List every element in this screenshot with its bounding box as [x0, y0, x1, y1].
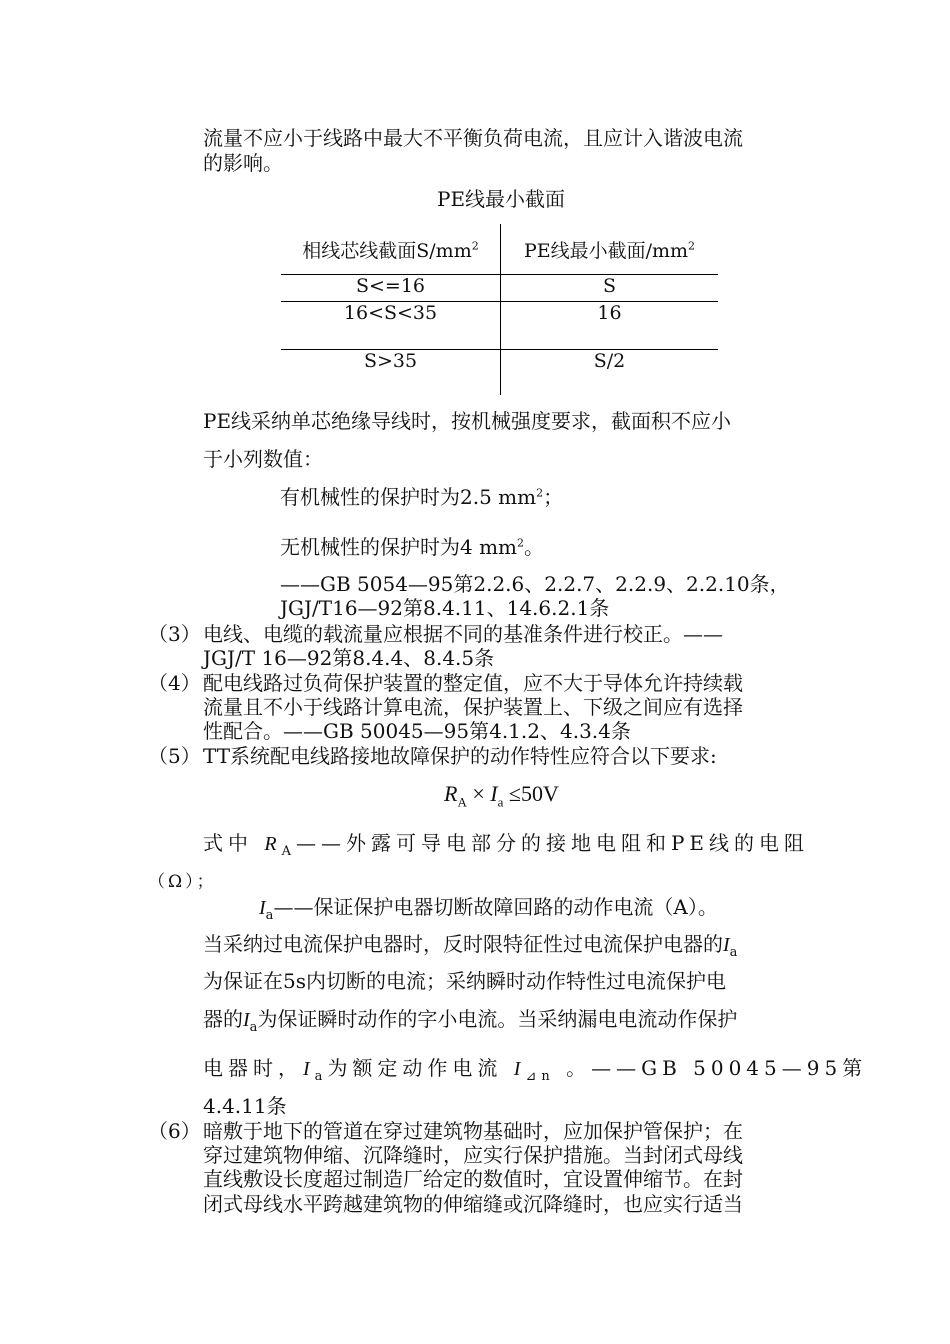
- table-cell: S<=16: [281, 275, 501, 302]
- formula: $R_A \times I_a \le 50V$: [444, 781, 559, 810]
- table-cell: S>35: [281, 350, 501, 396]
- pe-min-section-table: [281, 224, 718, 395]
- table-cell: S/2: [593, 350, 626, 372]
- definition-ia: $I_a——$保证保护电器切断故障回路的动作电流（A）。: [259, 895, 718, 923]
- item-3-number: （3）: [148, 622, 201, 646]
- item-4-line-2: 流量且不小于线路计算电流，保护装置上、下级之间应有选择: [203, 695, 743, 719]
- pe-note-ref-2: JGJ/T16—92第8.4.11、14.6.2.1条: [280, 596, 610, 620]
- item-6-number: （6）: [148, 1119, 201, 1143]
- paragraph-line-1: 当采纳过电流保护电器时，反时限特征性过电流保护电器的$I_a$: [203, 932, 738, 960]
- item-4-line-1: 配电线路过负荷保护装置的整定值，应不大于导体允许持续载: [203, 671, 743, 695]
- item-5-line-1: TT系统配电线路接地故障保护的动作特性应符合以下要求:: [203, 744, 717, 768]
- table-cell: 16: [501, 302, 719, 350]
- item-6-line-3: 直线敷设长度超过制造厂给定的数值时，宜设置伸缩节。在封: [203, 1167, 743, 1191]
- pe-note-item-1: 有机械性的保护时为2.5 $mm^2$；: [280, 485, 564, 509]
- item-6-line-4: 闭式母线水平跨越建筑物的伸缩缝或沉降缝时，也应实行适当: [203, 1192, 743, 1216]
- pe-note-ref-1: ——GB 5054—95第2.2.6、2.2.7、2.2.9、2.2.10条，: [280, 572, 790, 596]
- intro-line-2: 的影响。: [203, 151, 283, 175]
- table-cell: 16<S<35: [281, 302, 501, 350]
- table-cell: S: [501, 275, 719, 302]
- item-5-number: （5）: [148, 744, 201, 768]
- item-6-line-2: 穿过建筑物伸缩、沉降缝时，应实行保护措施。当封闭式母线: [203, 1143, 743, 1167]
- pe-note-item-2: 无机械性的保护时为4 $mm^2$。: [280, 535, 545, 559]
- table-header-pe: PE线最小截面$/mm^2$: [501, 224, 719, 275]
- paragraph-line-2: 为保证在5s内切断的电流；采纳瞬时动作特性过电流保护电: [203, 969, 726, 993]
- pe-note-line-1: PE线采纳单芯绝缘导线时，按机械强度要求，截面积不应小: [203, 409, 732, 433]
- pe-note-line-2: 于小列数值：: [203, 447, 323, 471]
- item-3-line-2: JGJ/T 16—92第8.4.4、8.4.5条: [203, 646, 495, 670]
- item-6-line-1: 暗敷于地下的管道在穿过建筑物基础时，应加保护管保护；在: [203, 1119, 743, 1143]
- paragraph-line-4: 电器时，$I_a$为额定动作电流 $I_{⊿n}$ 。——GB 50045—95第: [203, 1056, 868, 1084]
- definition-ra: 式中 $R_A——$外露可导电部分的接地电阻和PE线的电阻: [203, 831, 810, 859]
- paragraph-line-3: 器的$I_a$为保证瞬时动作的字小电流。当采纳漏电电流动作保护: [203, 1007, 738, 1035]
- table-row: [281, 302, 718, 350]
- table-header-phase: 相线芯线截面$S/mm^2$: [281, 224, 501, 275]
- paragraph-line-5: 4.4.11条: [203, 1094, 287, 1118]
- item-4-line-3: 性配合。——GB 50045—95第4.1.2、4.3.4条: [203, 719, 631, 743]
- definition-ra-unit: （Ω）；: [148, 872, 217, 892]
- table-title: PE线最小截面: [437, 187, 566, 211]
- table-row: [281, 350, 718, 396]
- table-row: [281, 275, 718, 302]
- item-3-line-1: 电线、电缆的载流量应根据不同的基准条件进行校正。——: [203, 622, 723, 646]
- item-4-number: （4）: [148, 671, 201, 695]
- intro-line-1: 流量不应小于线路中最大不平衡负荷电流，且应计入谐波电流: [203, 126, 743, 150]
